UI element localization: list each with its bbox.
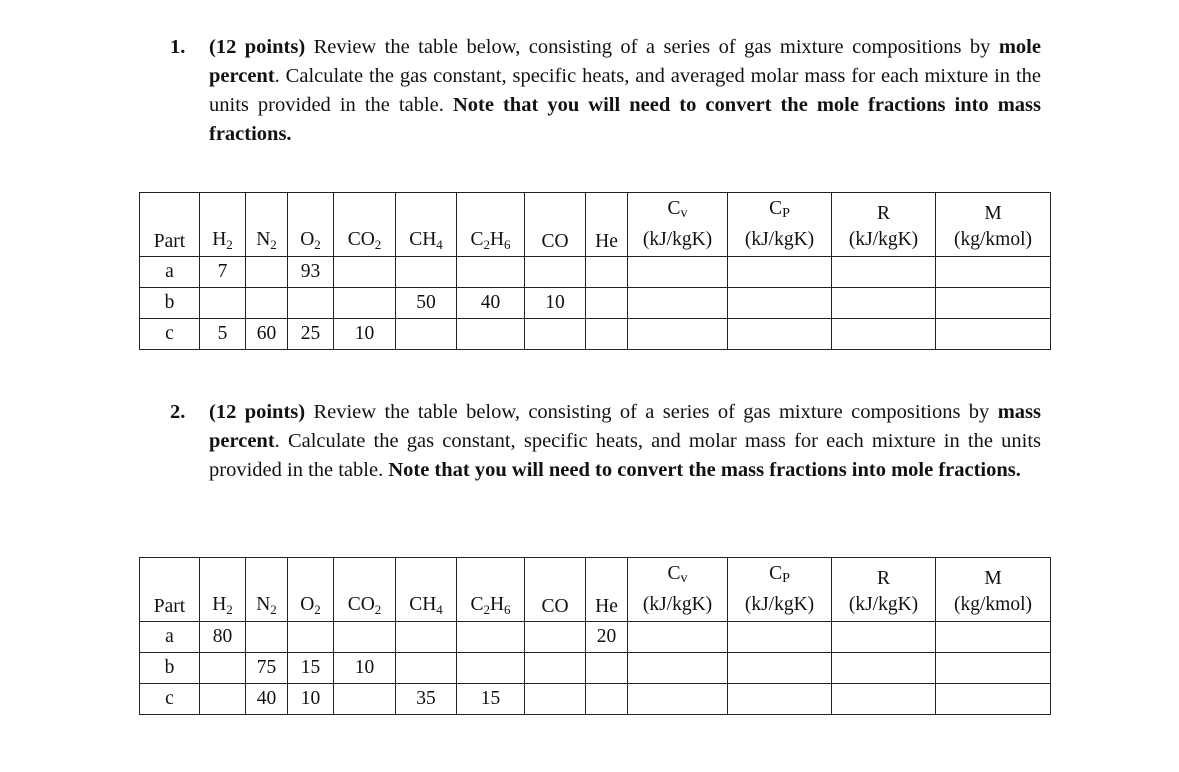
cell-h2: 7 — [200, 257, 246, 288]
header-co2: $CO_2$ — [334, 193, 396, 257]
cell-o2 — [288, 622, 334, 653]
cell-he — [586, 257, 628, 288]
cell-co — [525, 622, 586, 653]
cell-cv — [628, 622, 728, 653]
cell-cv — [628, 653, 728, 684]
cell-co — [525, 257, 586, 288]
cell-r — [832, 319, 936, 350]
header-part: Part — [140, 193, 200, 257]
cell-o2: 25 — [288, 319, 334, 350]
header-c2h6: $C_2H_6$ — [457, 193, 525, 257]
cell-c2h6 — [457, 622, 525, 653]
cell-h2 — [200, 653, 246, 684]
problem-points: (12 points) — [209, 401, 306, 423]
cell-cp — [728, 319, 832, 350]
cell-ch4: 50 — [396, 288, 457, 319]
cell-part: a — [140, 622, 200, 653]
problem-note: Note that you will need to convert the mole fractions into mass fractions. — [209, 94, 1041, 145]
cell-m — [936, 653, 1051, 684]
header-co2: $CO_2$ — [334, 558, 396, 622]
cell-n2 — [246, 622, 288, 653]
problem-note: Note that you will need to convert the mass fractions into mole fractions. — [388, 459, 1021, 481]
cell-ch4 — [396, 622, 457, 653]
header-cv: Cv (kJ/kgK) — [628, 558, 728, 622]
cell-co2: 10 — [334, 653, 396, 684]
cell-cp — [728, 653, 832, 684]
header-r: R (kJ/kgK) — [832, 193, 936, 257]
cell-co2: 10 — [334, 319, 396, 350]
header-o2: $O_2$ — [288, 558, 334, 622]
problem-text: (12 points) Review the table below, consisting of a series of gas mixture compositions by mole percent. Calculate the gas constant, specific heats, and averaged molar mass for each mixture in the units provided in the table. Note that you will need to convert the mole fractions into mass fractions. — [209, 36, 1041, 145]
cell-r — [832, 684, 936, 715]
header-h2: $H_2$ — [200, 558, 246, 622]
cell-cv — [628, 319, 728, 350]
cell-co2 — [334, 684, 396, 715]
header-o2: $O_2$ — [288, 193, 334, 257]
cell-part: c — [140, 319, 200, 350]
header-r: R (kJ/kgK) — [832, 558, 936, 622]
table-header-row — [140, 558, 1051, 622]
header-co: CO — [525, 558, 586, 622]
cell-h2: 80 — [200, 622, 246, 653]
cell-r — [832, 257, 936, 288]
cell-o2: 15 — [288, 653, 334, 684]
cell-cv — [628, 684, 728, 715]
cell-he — [586, 684, 628, 715]
cell-c2h6: 40 — [457, 288, 525, 319]
cell-c2h6: 15 — [457, 684, 525, 715]
cell-ch4 — [396, 257, 457, 288]
cell-co: 10 — [525, 288, 586, 319]
cell-co — [525, 319, 586, 350]
cell-n2 — [246, 257, 288, 288]
cell-ch4 — [396, 319, 457, 350]
problem-points: (12 points) — [209, 36, 306, 58]
cell-m — [936, 288, 1051, 319]
header-cp: CP (kJ/kgK) — [728, 558, 832, 622]
header-part: Part — [140, 558, 200, 622]
cell-c2h6 — [457, 319, 525, 350]
problem-text: (12 points) Review the table below, consisting of a series of gas mixture compositions by mass percent. Calculate the gas constant, specific heats, and molar mass for each mixture in the units provided in the table. Note that you will need to convert the mass fractions into mole fractions. — [209, 401, 1041, 481]
cell-c2h6 — [457, 653, 525, 684]
composition-table-2 — [139, 557, 1051, 715]
cell-ch4: 35 — [396, 684, 457, 715]
cell-m — [936, 319, 1051, 350]
cell-co2 — [334, 288, 396, 319]
cell-n2 — [246, 288, 288, 319]
cell-o2 — [288, 288, 334, 319]
cell-ch4 — [396, 653, 457, 684]
cell-h2 — [200, 684, 246, 715]
header-he: He — [586, 193, 628, 257]
cell-part: a — [140, 257, 200, 288]
header-he: He — [586, 558, 628, 622]
cell-part: c — [140, 684, 200, 715]
cell-r — [832, 653, 936, 684]
header-h2: $H_2$ — [200, 193, 246, 257]
cell-part: b — [140, 288, 200, 319]
header-m: M (kg/kmol) — [936, 193, 1051, 257]
cell-n2: 40 — [246, 684, 288, 715]
problem-basis: mass percent — [209, 401, 1041, 452]
cell-cp — [728, 684, 832, 715]
cell-r — [832, 288, 936, 319]
header-ch4: $CH_4$ — [396, 193, 457, 257]
problem-number: 2. — [170, 401, 186, 423]
header-m: M (kg/kmol) — [936, 558, 1051, 622]
cell-n2: 75 — [246, 653, 288, 684]
cell-co — [525, 684, 586, 715]
cell-cp — [728, 257, 832, 288]
table-row — [140, 319, 1051, 350]
cell-cp — [728, 288, 832, 319]
header-co: CO — [525, 193, 586, 257]
cell-m — [936, 684, 1051, 715]
table-row — [140, 622, 1051, 653]
cell-m — [936, 257, 1051, 288]
header-n2: $N_2$ — [246, 558, 288, 622]
cell-cp — [728, 622, 832, 653]
problem-number: 1. — [170, 36, 186, 58]
header-c2h6: $C_2H_6$ — [457, 558, 525, 622]
header-ch4: $CH_4$ — [396, 558, 457, 622]
header-n2: $N_2$ — [246, 193, 288, 257]
table-row — [140, 684, 1051, 715]
composition-table-1 — [139, 192, 1051, 350]
table-header-row — [140, 193, 1051, 257]
cell-r — [832, 622, 936, 653]
table-row — [140, 257, 1051, 288]
problem-basis: mole percent — [209, 36, 1041, 87]
cell-o2: 93 — [288, 257, 334, 288]
header-cp: CP (kJ/kgK) — [728, 193, 832, 257]
cell-he: 20 — [586, 622, 628, 653]
cell-m — [936, 622, 1051, 653]
cell-co — [525, 653, 586, 684]
cell-n2: 60 — [246, 319, 288, 350]
cell-h2: 5 — [200, 319, 246, 350]
header-cv: Cv (kJ/kgK) — [628, 193, 728, 257]
cell-he — [586, 288, 628, 319]
cell-cv — [628, 257, 728, 288]
cell-co2 — [334, 622, 396, 653]
cell-co2 — [334, 257, 396, 288]
cell-part: b — [140, 653, 200, 684]
cell-cv — [628, 288, 728, 319]
table-row — [140, 653, 1051, 684]
cell-he — [586, 653, 628, 684]
cell-he — [586, 319, 628, 350]
cell-h2 — [200, 288, 246, 319]
cell-c2h6 — [457, 257, 525, 288]
table-row — [140, 288, 1051, 319]
cell-o2: 10 — [288, 684, 334, 715]
